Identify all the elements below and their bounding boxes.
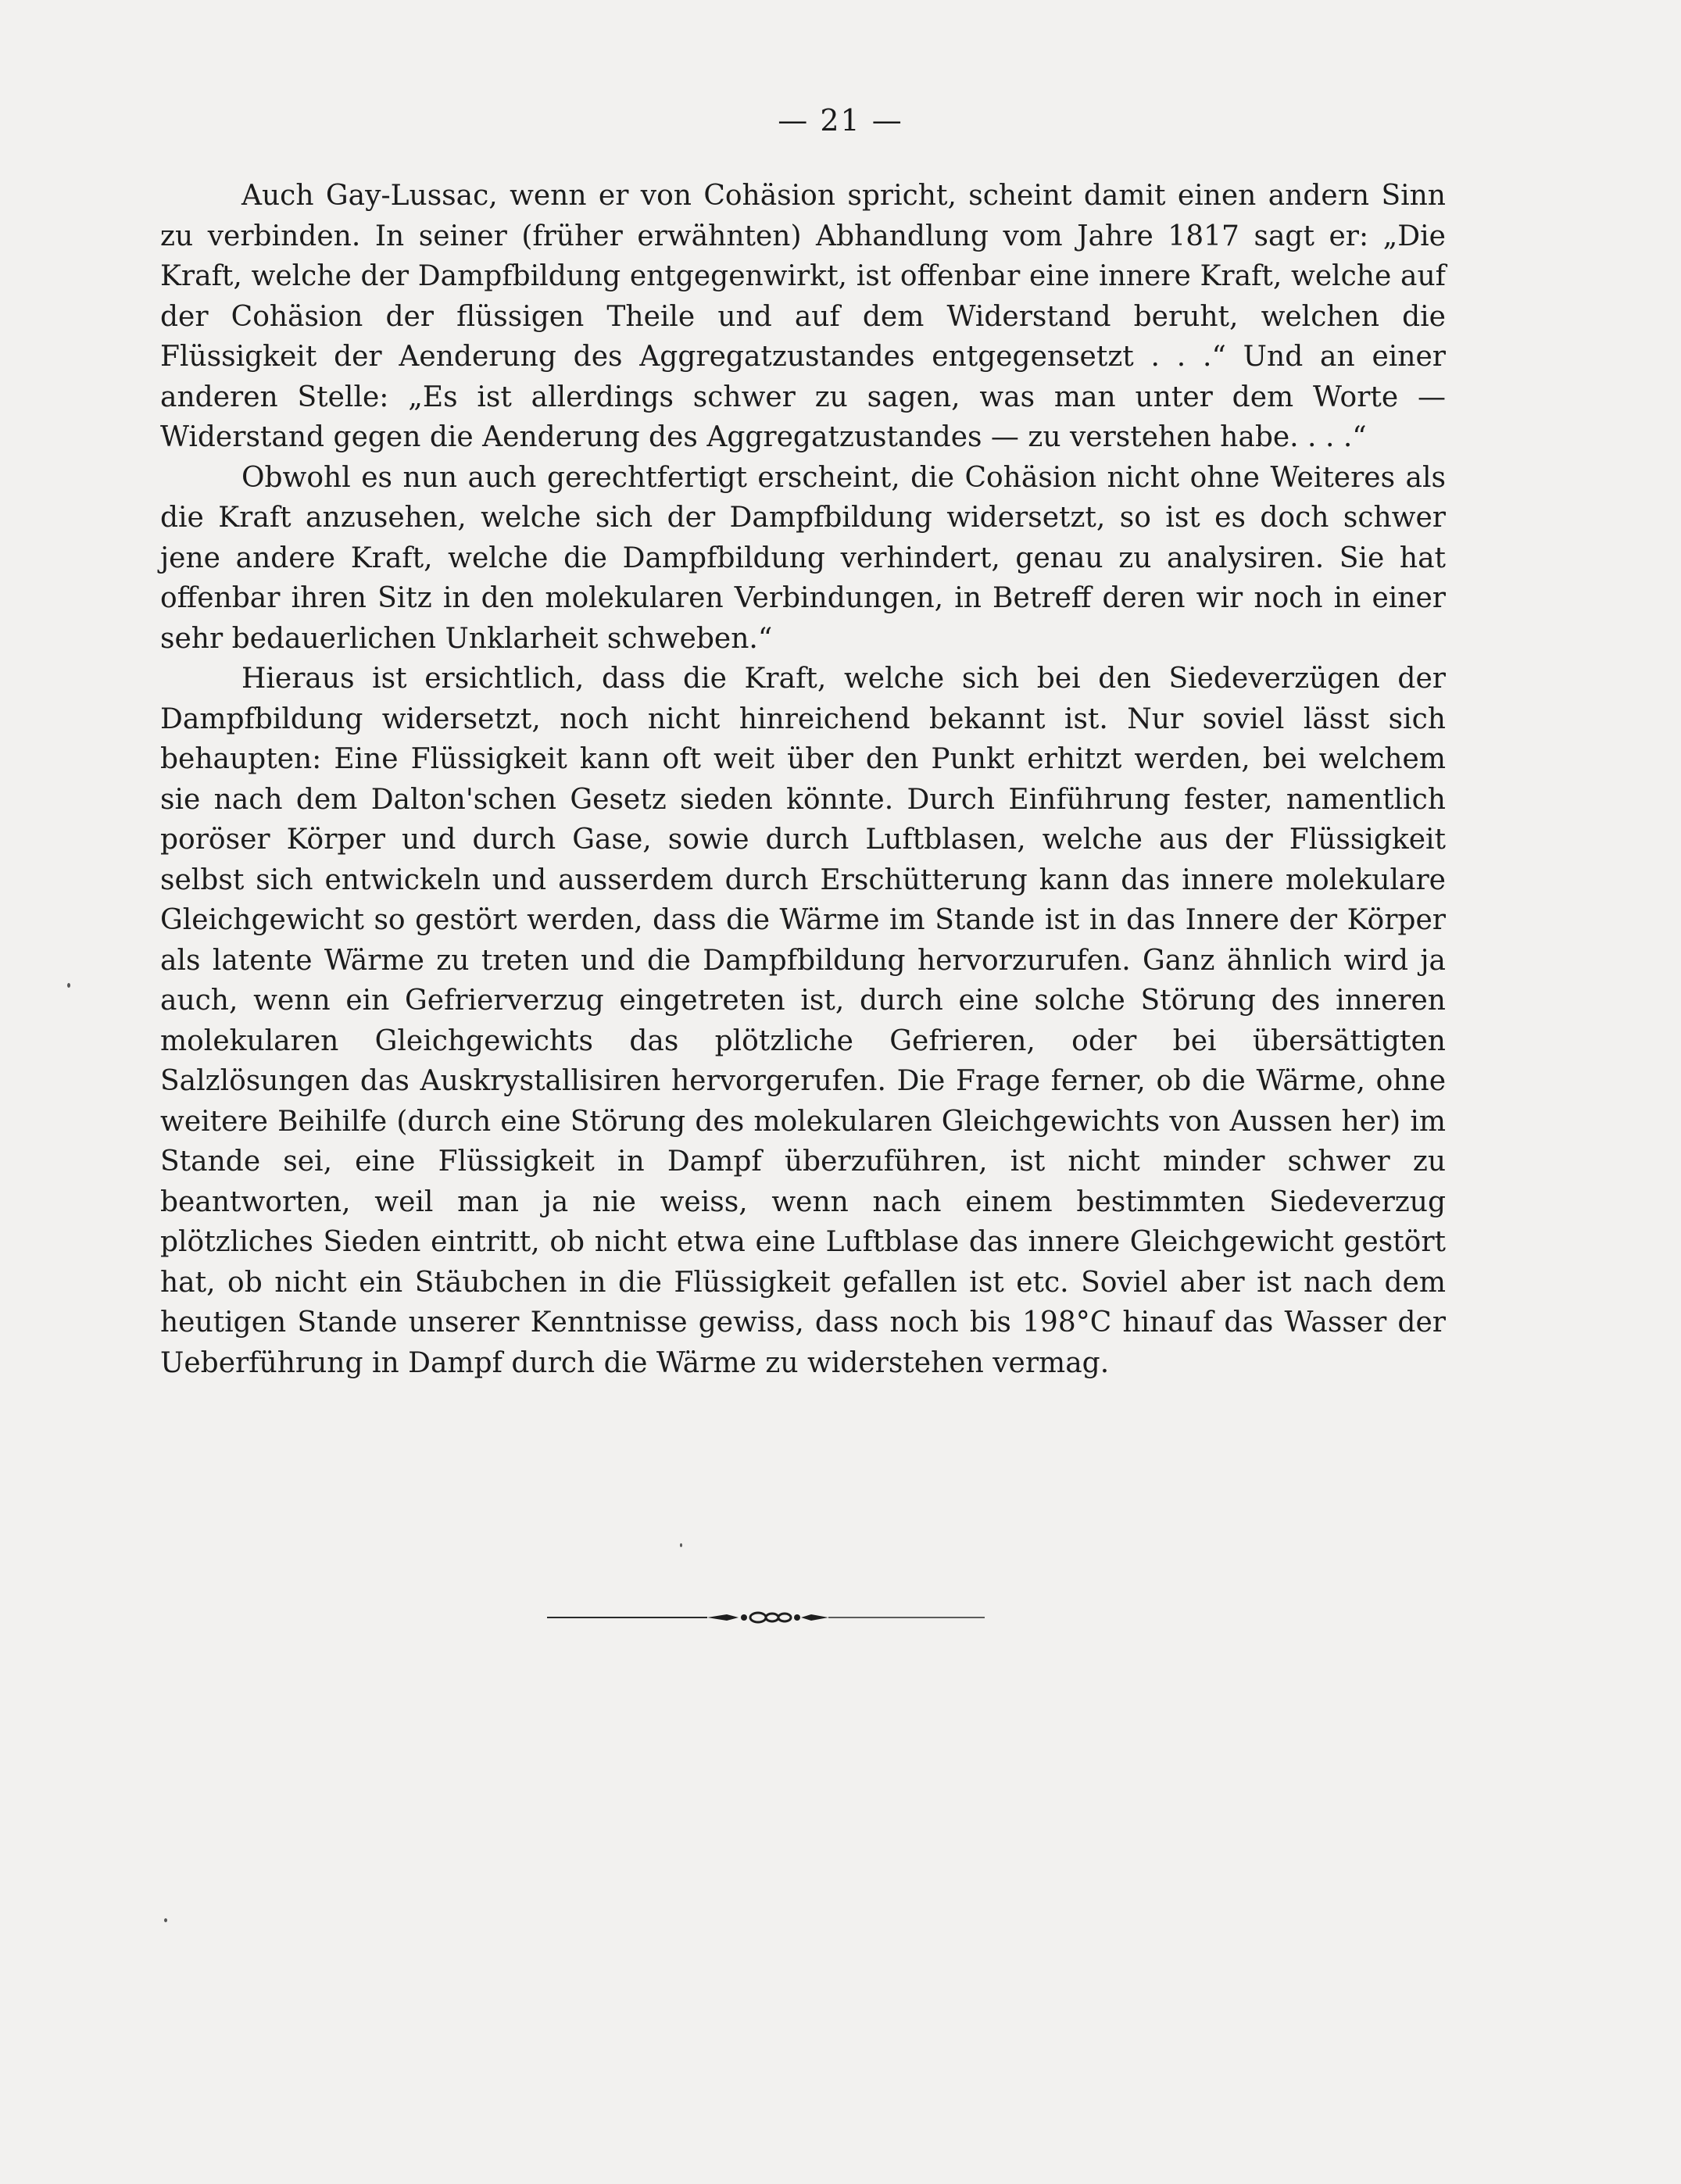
scan-speck [164,1918,167,1922]
scan-speck [67,983,70,988]
paragraph-2: Obwohl es nun auch gerechtfertigt erscheint, die Cohäsion nicht ohne Weiteres als die Kraft anzusehen, welche sich der Dampfbildung widersetzt, so ist es doch schwer jene andere Kraft, welche die Dampfbildung verhindert, genau zu analysiren. Sie hat offenbar ihren Sitz in den molekularen Verbindungen, in Betreff deren wir noch in einer sehr bedauerlichen Unklarheit schweben.“ [160,461,1446,655]
paragraph-3: Hieraus ist ersichtlich, dass die Kraft, welche sich bei den Siedeverzügen der Dampfbildung widersetzt, noch nicht hinreichend bekannt ist. Nur soviel lässt sich behaupten: Eine Flüssigkeit kann oft weit über den Punkt erhitzt werden, bei welchem sie nach dem Dalton'schen Gesetz sieden könnte. Durch Einführung fester, namentlich poröser Körper und durch Gase, sowie durch Luftblasen, welche aus der Flüssigkeit selbst sich entwickeln und ausserdem durch Erschütterung kann das innere molekulare Gleichgewicht so gestört werden, dass die Wärme im Stande ist in das Innere der Körper als latente Wärme zu treten und die Dampfbildung hervorzurufen. Ganz ähnlich wird ja auch, wenn ein Gefrierverzug eingetreten ist, durch eine solche Störung des inneren molekularen Gleichgewichts das plötzliche Gefrieren, oder bei übersättigten Salzlösungen das Auskrystallisiren hervorgerufen. Die Frage ferner, ob die Wärme, ohne weitere Beihilfe (durch eine Störung des molekularen Gleichgewichts von Aussen her) im Stande sei, eine Flüssigkeit in Dampf überzuführen, ist nicht minder schwer zu beantworten, weil man ja nie weiss, wenn nach einem bestimmten Siedeverzug plötzliches Sieden eintritt, ob nicht etwa eine Luftblase das innere Gleichgewicht gestört hat, ob nicht ein Stäubchen in die Flüssigkeit gefallen ist etc. Soviel aber ist nach dem heutigen Stande unserer Kenntnisse gewiss, dass noch bis 198°C hinauf das Wasser der Ueberführung in Dampf durch die Wärme zu widerstehen vermag. [160,663,1446,1379]
page-number: — 21 — [778,103,903,138]
ornamental-divider [547,1606,985,1629]
scan-speck [680,1543,682,1547]
body-text [160,176,1446,1383]
paragraph-1: Auch Gay-Lussac, wenn er von Cohäsion spricht, scheint damit einen andern Sinn zu verbinden. In seiner (früher erwähnten) Abhandlung vom Jahre 1817 sagt er: „Die Kraft, welche der Dampfbildung entgegenwirkt, ist offenbar eine innere Kraft, welche auf der Cohäsion der flüssigen Theile und auf dem Widerstand beruht, welchen die Flüssigkeit der Aenderung des Aggregatzustandes entgegensetzt . . .“ Und an einer anderen Stelle: „Es ist allerdings schwer zu sagen, was man unter dem Worte — Widerstand gegen die Aenderung des Aggregatzustandes — zu verstehen habe. . . .“ [160,180,1446,453]
